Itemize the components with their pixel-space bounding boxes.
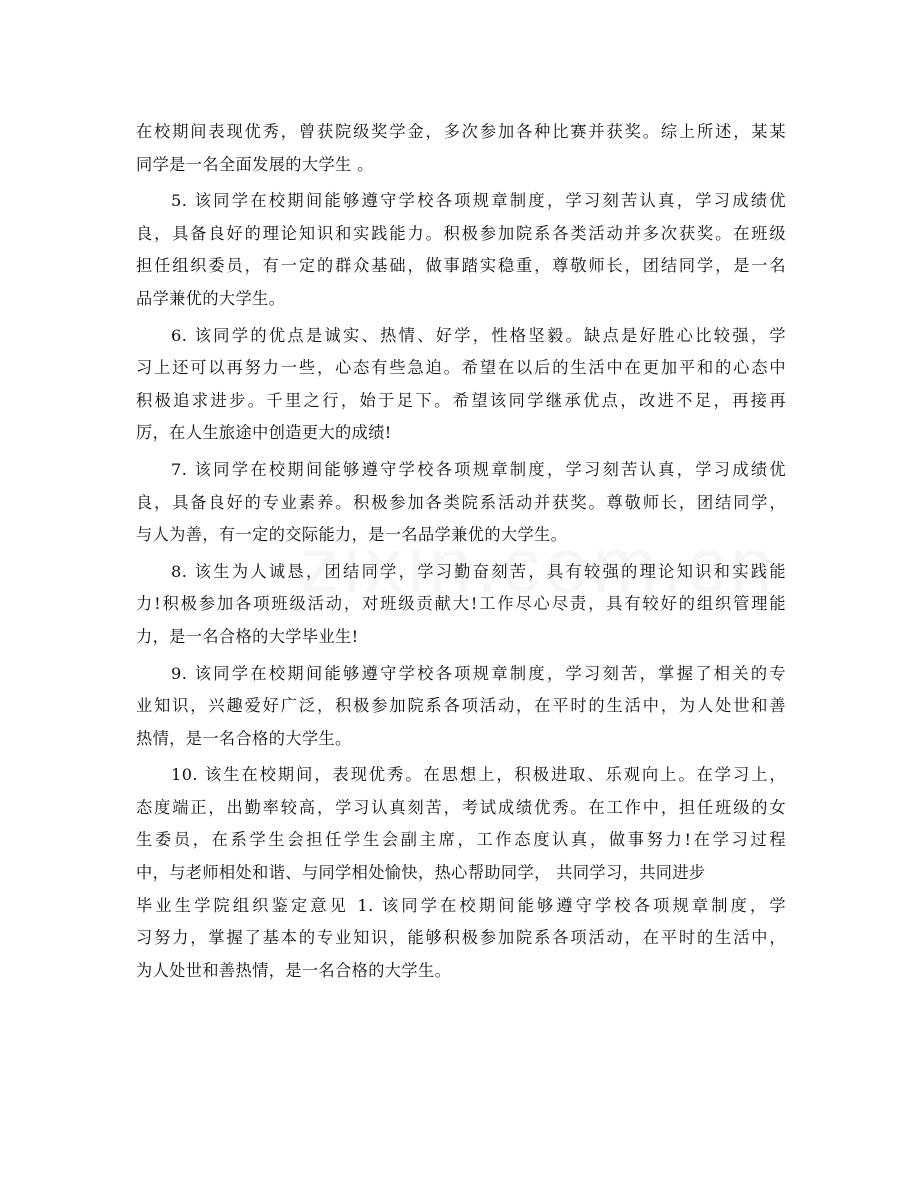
text-line: 力!积极参加各项班级活动，对班级贡献大!工作尽心尽责，具有较好的组织管理能 (136, 594, 786, 614)
paragraph (136, 658, 786, 756)
text-line: 厉，在人生旅途中创造更大的成绩! (136, 423, 392, 443)
text-line: 态度端正，出勤率较高，学习认真刻苦，考试成绩优秀。在工作中，担任班级的女 (136, 797, 786, 817)
text-line: 8. 该生为人诚恳，团结同学，学习勤奋刻苦，具有较强的理论知识和实践能 (171, 561, 786, 581)
paragraph (136, 320, 786, 450)
text-line: 5. 该同学在校期间能够遵守学校各项规章制度，学习刻苦认真，学习成绩优 (171, 191, 786, 211)
paragraph (136, 556, 786, 654)
text-line: 业知识，兴趣爱好广泛，积极参加院系各项活动，在平时的生活中，为人处世和善 (136, 696, 786, 716)
text-line: 品学兼优的大学生。 (136, 288, 286, 308)
text-line: 生委员，在系学生会担任学生会副主席，工作态度认真，做事努力!在学习过程 (136, 830, 786, 850)
text-line: 习努力，掌握了基本的专业知识，能够积极参加院系各项活动，在平时的生活中， (136, 928, 786, 948)
document-body (136, 116, 786, 987)
paragraph (136, 454, 786, 552)
paragraph (136, 116, 786, 181)
text-line: 7. 该同学在校期间能够遵守学校各项规章制度，学习刻苦认真，学习成绩优 (171, 459, 786, 479)
text-line: 9. 该同学在校期间能够遵守学校各项规章制度，学习刻苦，掌握了相关的专 (171, 663, 786, 683)
text-line: 同学是一名全面发展的大学生 。 (136, 154, 374, 174)
text-line: 在校期间表现优秀，曾获院级奖学金，多次参加各种比赛并获奖。综上所述，某某 (136, 122, 786, 141)
text-line: 10. 该生在校期间，表现优秀。在思想上，积极进取、乐观向上。在学习上， (171, 765, 786, 785)
text-line: 中，与老师相处和谐、与同学相处愉快，热心帮助同学， 共同学习，共同进步 (136, 863, 706, 883)
text-line: 习上还可以再努力一些，心态有些急迫。希望在以后的生活中在更加平和的心态中 (136, 358, 786, 378)
text-line: 担任组织委员，有一定的群众基础，做事踏实稳重，尊敬师长，团结同学，是一名 (136, 256, 786, 276)
text-line: 为人处世和善热情，是一名合格的大学生。 (136, 960, 452, 980)
text-line: 6. 该同学的优点是诚实、热情、好学，性格坚毅。缺点是好胜心比较强，学 (171, 325, 786, 345)
text-line: 热情，是一名合格的大学生。 (136, 728, 352, 748)
text-line: 良，具备良好的理论知识和实践能力。积极参加院系各类活动并多次获奖。在班级 (136, 223, 786, 243)
paragraph (136, 185, 786, 315)
text-line: 积极追求进步。千里之行，始于足下。希望该同学继承优点，改进不足，再接再 (136, 390, 786, 410)
text-line: 力，是一名合格的大学毕业生! (136, 626, 359, 646)
text-line: 毕业生学院组织鉴定意见 1. 该同学在校期间能够遵守学校各项规章制度，学 (136, 895, 786, 915)
text-line: 良，具备良好的专业素养。积极参加各类院系活动并获奖。尊敬师长，团结同学， (136, 492, 786, 512)
paragraph (136, 759, 786, 987)
text-line: 与人为善，有一定的交际能力，是一名品学兼优的大学生。 (136, 525, 568, 545)
